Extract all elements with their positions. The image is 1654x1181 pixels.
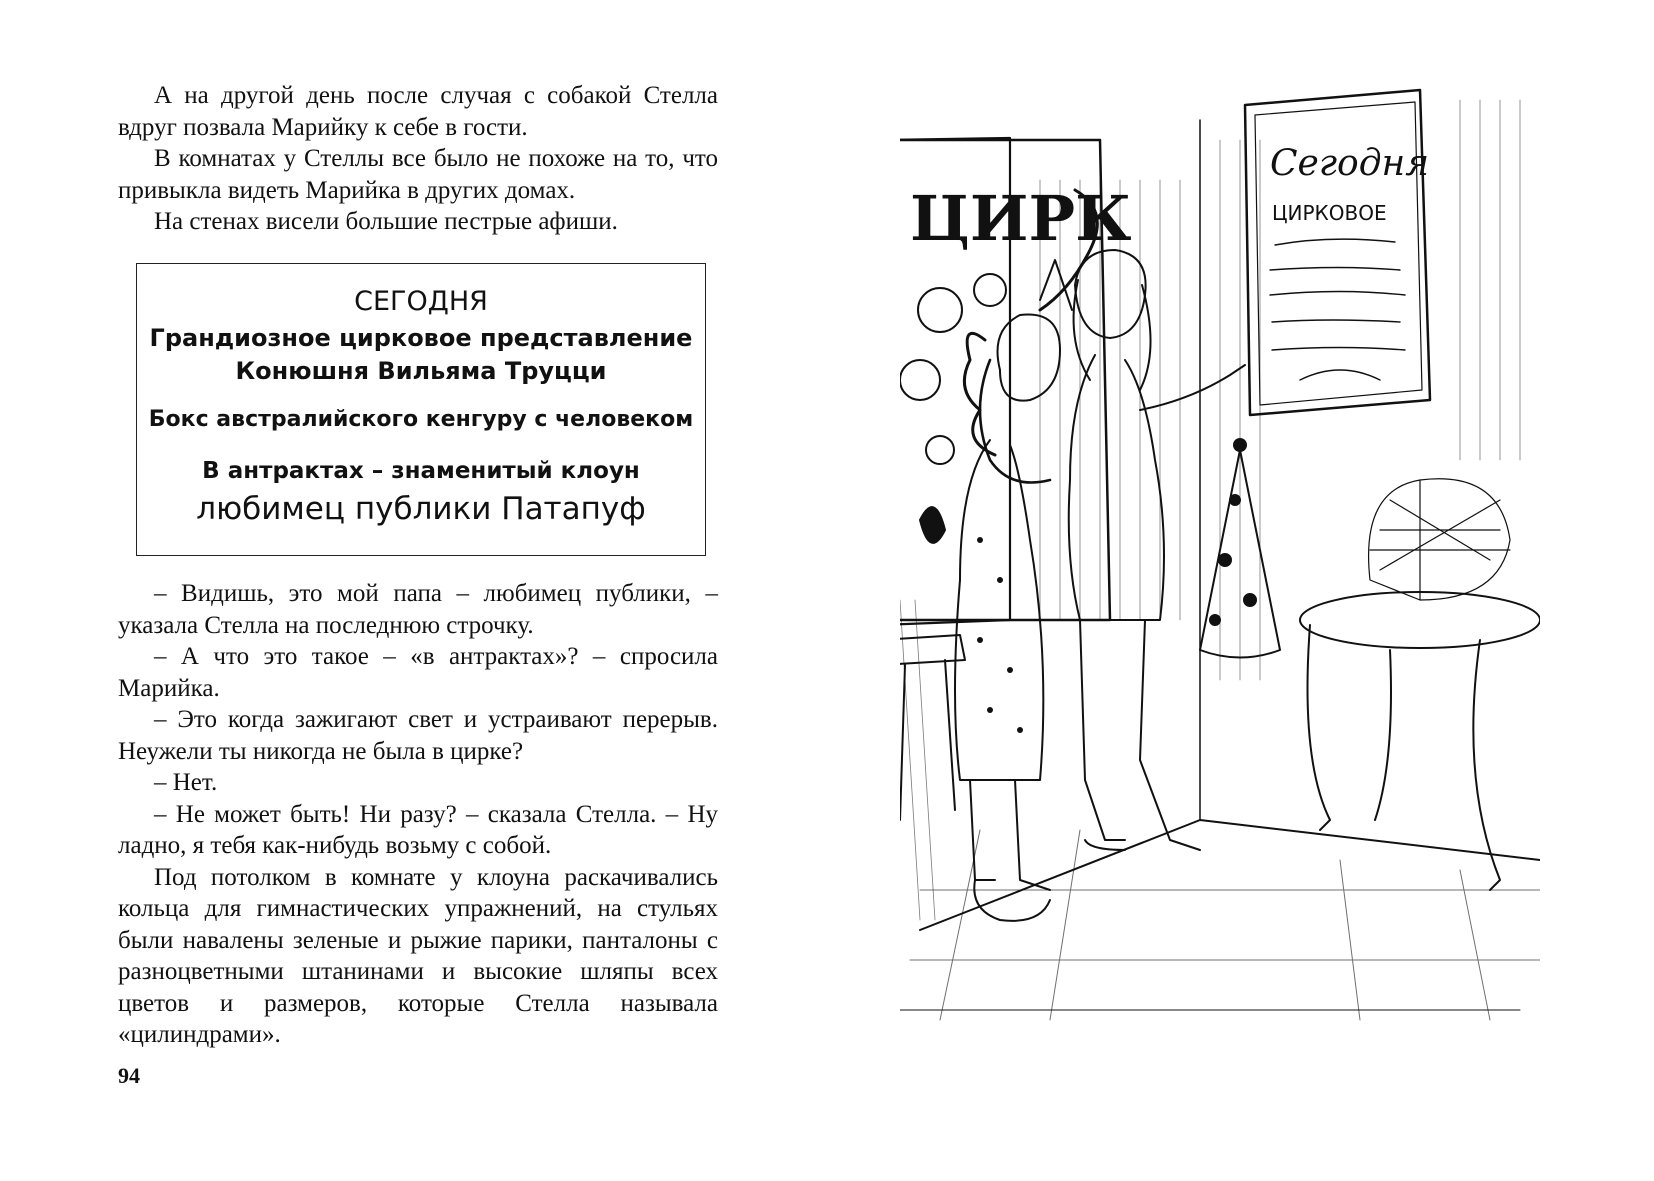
poster-right-title: Сегодня	[1270, 143, 1430, 184]
circus-poster-box	[136, 263, 706, 556]
paragraph: В комнатах у Стеллы все было не похоже на то, что привыкла видеть Марийка в других домах.	[118, 145, 718, 204]
paragraph: – Не может быть! Ни разу? – сказала Стелла. – Ну ладно, я тебя как-нибудь возьму с собой.	[118, 800, 718, 859]
circus-room-illustration	[900, 60, 1540, 1050]
text-top	[118, 80, 718, 238]
poster-line-favorite: любимец публики Патапуф	[196, 491, 646, 527]
paragraph: На стенах висели большие пестрые афиши.	[154, 208, 618, 235]
paragraph: Под потолком в комнате у клоуна раскачивались кольца для гимнастических упражнений, на стульях были навалены зеленые и рыжие парики, панталоны с разноцветными штанинами и высокие шляпы всех цветов и размеров, которые Стелла называла «цилиндрами».	[118, 863, 718, 1048]
paragraph: – Нет.	[154, 769, 218, 796]
poster-line-stable: Конюшня Вильяма Труцци	[235, 357, 607, 385]
poster-right-subtitle: ЦИРКОВОЕ	[1272, 201, 1387, 225]
text-bottom	[118, 578, 718, 1051]
paragraph: А на другой день после случая с собакой Стелла вдруг позвала Марийку к себе в гости.	[118, 82, 718, 141]
poster-line-today: СЕГОДНЯ	[354, 286, 488, 317]
paragraph: – А что это такое – «в антрактах»? – спросила Марийка.	[118, 643, 718, 702]
poster-line-intermission: В антрактах – знаменитый клоун	[202, 458, 640, 484]
paragraph: – Это когда зажигают свет и устраивают перерыв. Неужели ты никогда не была в цирке?	[118, 706, 718, 765]
poster-left-title: ЦИРК	[910, 182, 1132, 255]
paragraph: – Видишь, это мой папа – любимец публики, – указала Стелла на последнюю строчку.	[118, 580, 718, 639]
poster-line-boxing: Бокс австралийского кенгуру с человеком	[148, 407, 694, 432]
poster-line-show: Грандиозное цирковое представление	[149, 324, 693, 352]
page-number: 94	[118, 1063, 140, 1088]
